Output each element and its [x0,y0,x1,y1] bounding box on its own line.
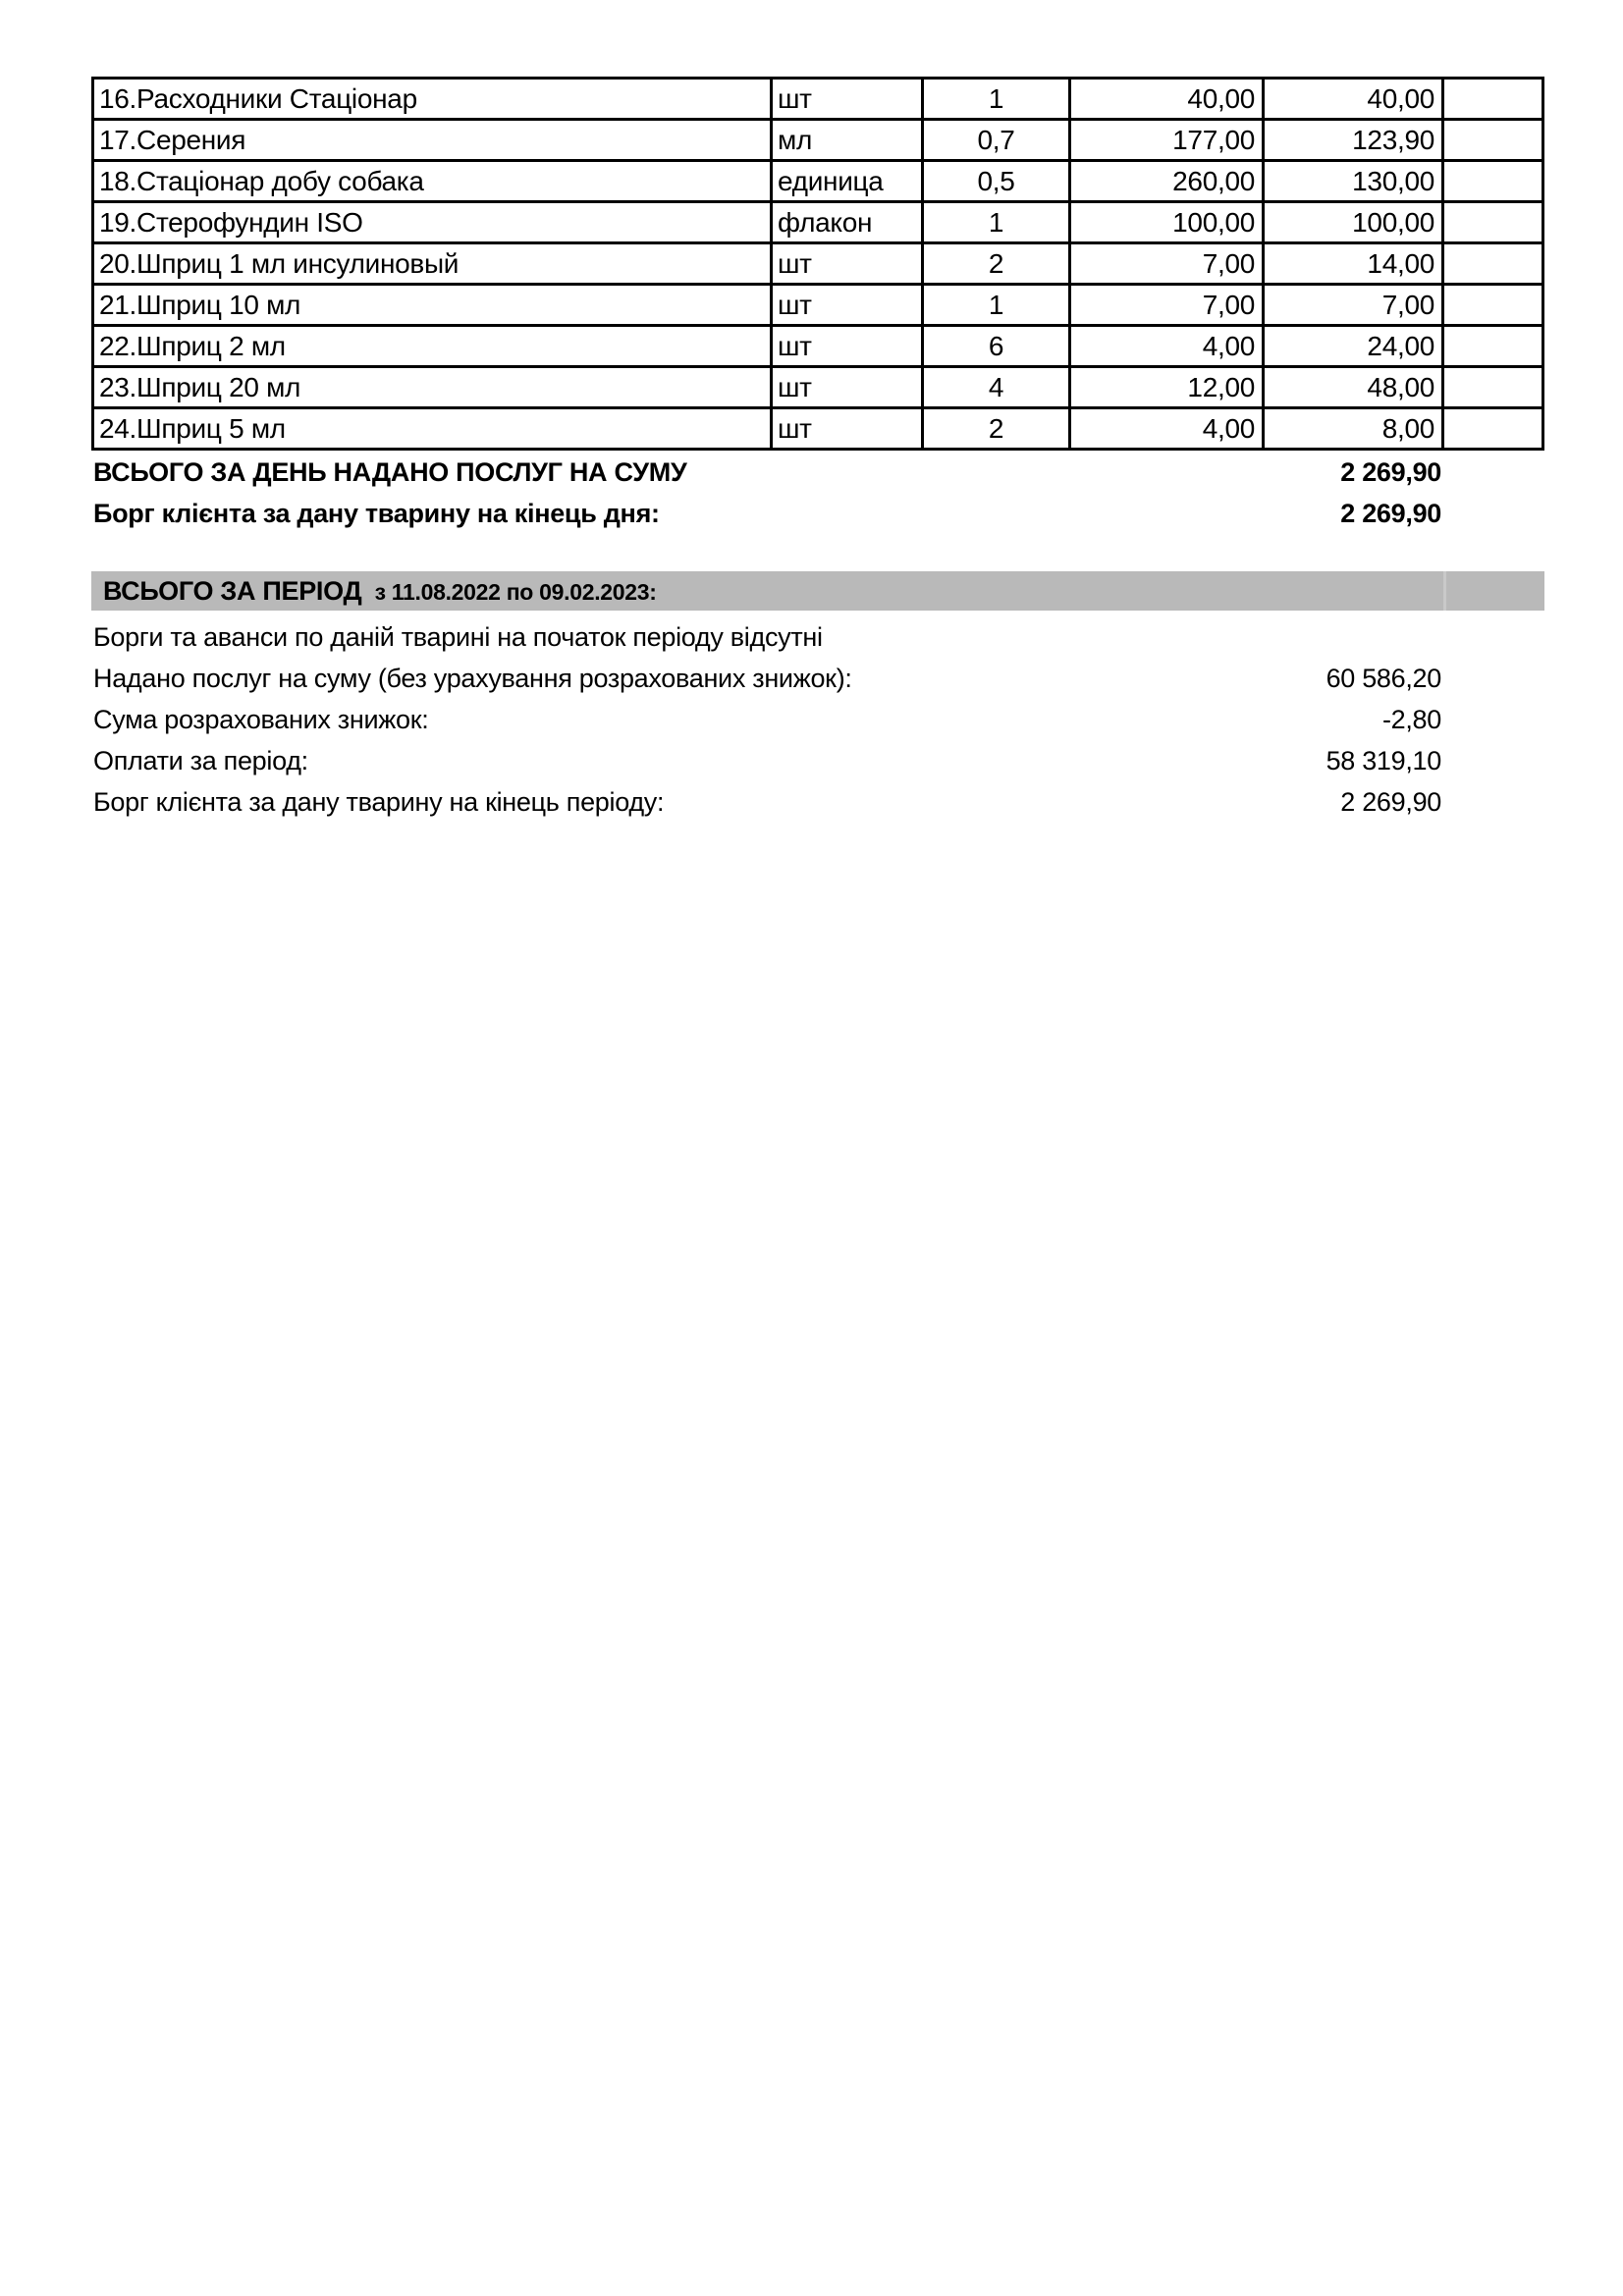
item-unit: единица [773,162,921,200]
item-extra [1444,409,1542,448]
item-extra [1444,368,1542,406]
period-line-services-sum [93,658,1441,699]
item-qty: 2 [924,244,1068,283]
period-line-label: Сума розрахованих знижок: [93,705,429,734]
item-unit: шт [773,80,921,118]
period-line-label: Борг клієнта за дану тварину на кінець періоду: [93,787,665,817]
period-line-payments [93,740,1441,781]
item-qty: 1 [924,286,1068,324]
item-price: 7,00 [1071,286,1262,324]
item-price: 4,00 [1071,409,1262,448]
item-unit: шт [773,409,921,448]
period-header-range: з 11.08.2022 по 09.02.2023: [374,579,657,605]
period-line-value: -2,80 [1381,705,1441,734]
item-name: 20.Шприц 1 мл инсулиновый [94,244,770,283]
period-line-value: 2 269,90 [1340,787,1441,817]
period-header [91,571,1544,611]
day-total-debt-label: Борг клієнта за дану тварину на кінець дня: [93,499,660,528]
item-name: 21.Шприц 10 мл [94,286,770,324]
day-total-debt-value: 2 269,90 [1340,499,1441,528]
period-line-label: Надано послуг на суму (без урахування розрахованих знижок): [93,664,852,693]
item-name: 23.Шприц 20 мл [94,368,770,406]
item-sum: 100,00 [1265,203,1441,241]
item-name: 18.Стаціонар добу собака [94,162,770,200]
item-sum: 48,00 [1265,368,1441,406]
period-line-value: 58 319,10 [1325,746,1441,775]
period-line-label: Оплати за період: [93,746,308,775]
item-price: 4,00 [1071,327,1262,365]
item-unit: флакон [773,203,921,241]
item-extra [1444,203,1542,241]
item-unit: шт [773,327,921,365]
day-total-services [93,452,1441,493]
period-line-value: 60 586,20 [1325,664,1441,693]
item-sum: 123,90 [1265,121,1441,159]
item-qty: 2 [924,409,1068,448]
item-extra [1444,162,1542,200]
items-table [91,77,1544,451]
item-extra [1444,327,1542,365]
item-name: 24.Шприц 5 мл [94,409,770,448]
item-qty: 0,5 [924,162,1068,200]
day-total-services-label: ВСЬОГО ЗА ДЕНЬ НАДАНО ПОСЛУГ НА СУМУ [93,457,687,487]
period-line-label: Борги та аванси по даній тварині на початок періоду відсутні [93,622,823,652]
item-qty: 6 [924,327,1068,365]
period-line-opening-balance [93,616,1441,658]
item-sum: 8,00 [1265,409,1441,448]
item-price: 12,00 [1071,368,1262,406]
item-extra [1444,121,1542,159]
day-total-debt [93,493,1441,534]
item-price: 7,00 [1071,244,1262,283]
item-sum: 14,00 [1265,244,1441,283]
item-qty: 0,7 [924,121,1068,159]
item-unit: шт [773,244,921,283]
item-unit: мл [773,121,921,159]
period-line-closing-debt [93,781,1441,823]
day-total-services-value: 2 269,90 [1340,457,1441,487]
item-qty: 4 [924,368,1068,406]
item-name: 19.Стерофундин ISO [94,203,770,241]
item-price: 40,00 [1071,80,1262,118]
item-extra [1444,286,1542,324]
item-sum: 24,00 [1265,327,1441,365]
item-sum: 40,00 [1265,80,1441,118]
item-name: 22.Шприц 2 мл [94,327,770,365]
item-name: 17.Серения [94,121,770,159]
item-price: 100,00 [1071,203,1262,241]
item-sum: 130,00 [1265,162,1441,200]
period-header-title: ВСЬОГО ЗА ПЕРІОД [103,576,362,606]
item-sum: 7,00 [1265,286,1441,324]
item-unit: шт [773,368,921,406]
item-qty: 1 [924,203,1068,241]
item-price: 260,00 [1071,162,1262,200]
item-price: 177,00 [1071,121,1262,159]
item-unit: шт [773,286,921,324]
period-header-seam [1443,571,1446,611]
period-line-discounts [93,699,1441,740]
item-name: 16.Расходники Стаціонар [94,80,770,118]
item-qty: 1 [924,80,1068,118]
item-extra [1444,244,1542,283]
item-extra [1444,80,1542,118]
